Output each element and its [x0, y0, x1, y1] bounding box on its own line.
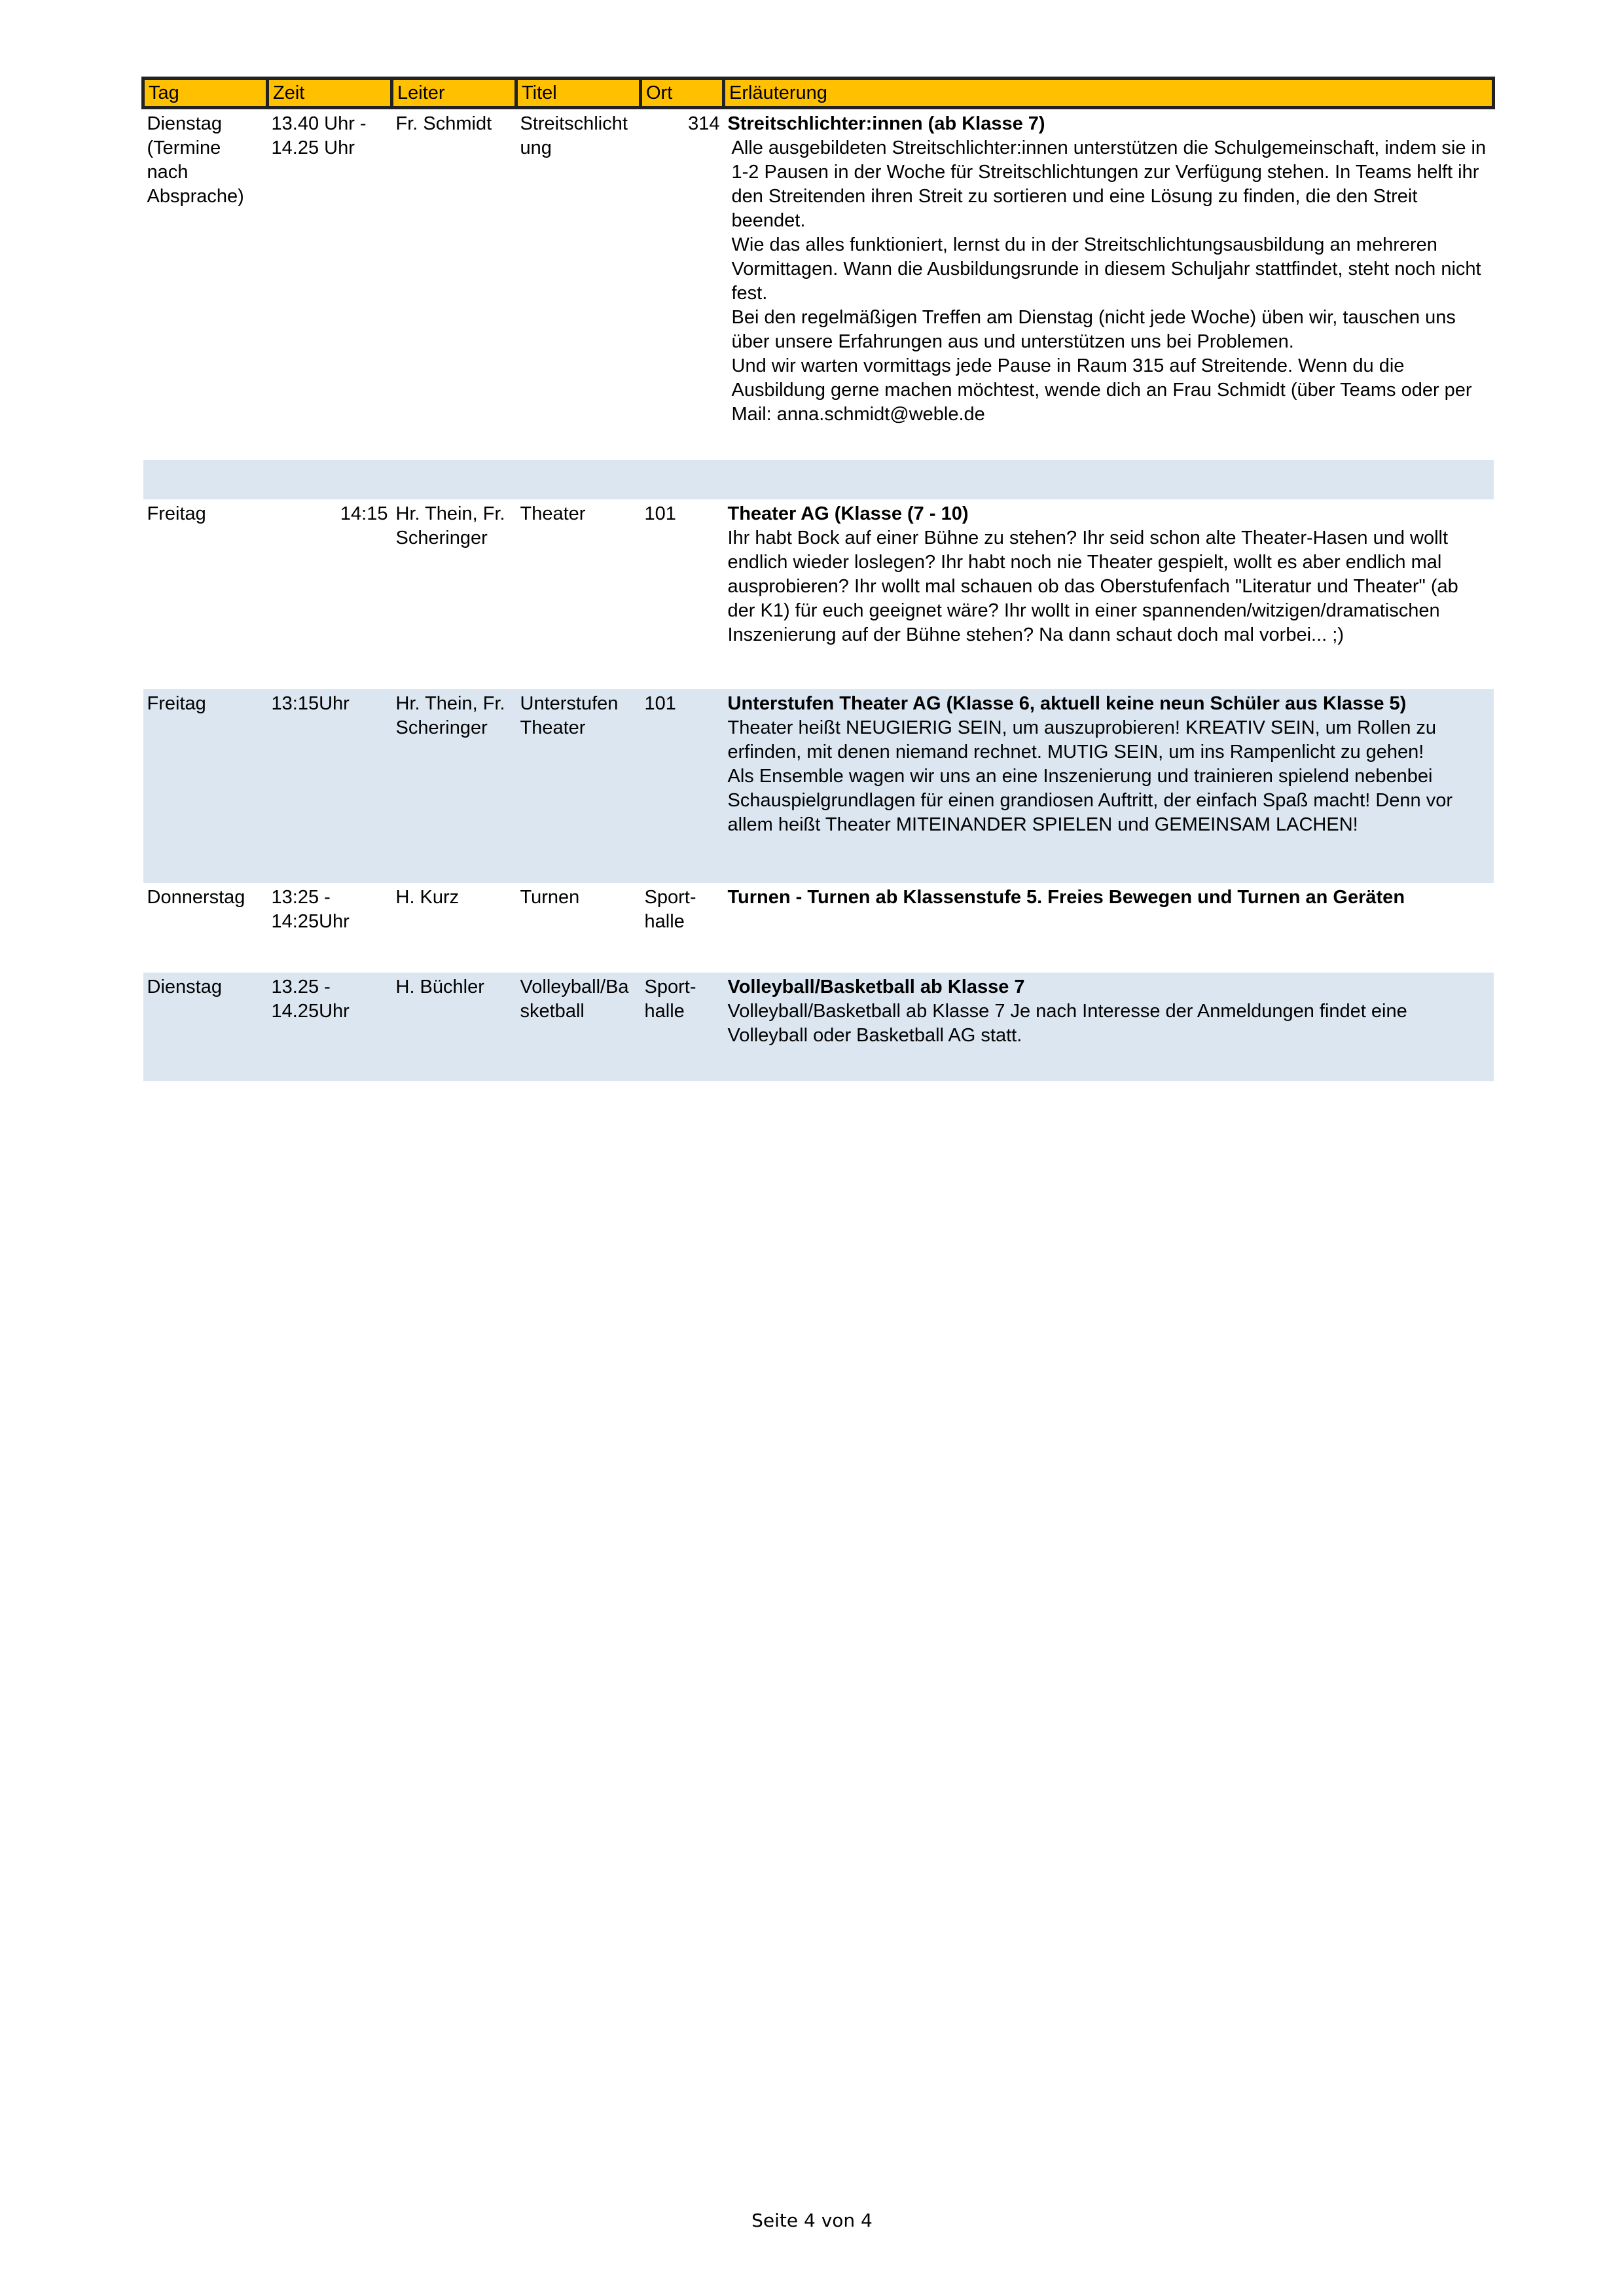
cell-ort: 314 — [688, 113, 720, 134]
cell-leiter: Hr. Thein, Fr. Scheringer — [392, 689, 516, 883]
ag-description: Bei den regelmäßigen Treffen am Dienstag (nicht jede Woche) üben wir, tauschen uns über unsere Erfahrungen aus und unterstützen uns bei Problemen. — [731, 307, 1456, 352]
ag-description: Volleyball/Basketball ab Klasse 7 Je nach Interesse der Anmeldungen findet eine Volleyball oder Basketball AG statt. — [727, 1000, 1407, 1046]
ag-title: Theater AG (Klasse (7 - 10) — [727, 503, 969, 524]
ag-description: Wie das alles funktioniert, lernst du in der Streitschlichtungsausbildung an mehreren Vormittagen. Wann die Ausbildungsrunde in diesem Schuljahr stattfindet, steht noch nicht fest. — [731, 234, 1481, 304]
table-row — [143, 689, 1494, 883]
cell-zeit: 13:15Uhr — [268, 689, 392, 883]
cell-tag: Dienstag (Termine nach Absprache) — [147, 113, 244, 207]
cell-ort: 101 — [641, 689, 724, 883]
cell-ort: Sport-halle — [641, 973, 724, 1081]
cell-erlaeuterung — [724, 689, 1494, 883]
table-header-row — [143, 79, 1494, 108]
ag-title: Volleyball/Basketball ab Klasse 7 — [727, 976, 1025, 997]
cell-titel: Theater — [520, 503, 586, 524]
header-zeit: Zeit — [268, 79, 392, 108]
cell-titel: Streitschlichtung — [520, 113, 628, 158]
cell-ort: 101 — [644, 503, 676, 524]
cell-tag: Freitag — [143, 689, 268, 883]
header-erlaeuterung: Erläuterung — [724, 79, 1494, 108]
cell-erlaeuterung — [724, 108, 1494, 460]
spacer-row — [143, 460, 1494, 499]
cell-tag: Dienstag — [143, 973, 268, 1081]
cell-erlaeuterung — [724, 973, 1494, 1081]
ag-table — [141, 77, 1495, 1081]
ag-title: Turnen - Turnen ab Klassenstufe 5. Freies Bewegen und Turnen an Geräten — [727, 886, 1405, 908]
cell-erlaeuterung — [724, 499, 1494, 689]
table-row — [143, 883, 1494, 973]
ag-description: Theater heißt NEUGIERIG SEIN, um auszuprobieren! KREATIV SEIN, um Rollen zu erfinden, mit denen niemand rechnet. MUTIG SEIN, um ins Rampenlicht zu gehen! — [727, 717, 1437, 762]
header-ort: Ort — [641, 79, 724, 108]
table-row — [143, 973, 1494, 1081]
cell-tag: Donnerstag — [147, 886, 245, 908]
cell-zeit: 13:25 - 14:25Uhr — [271, 886, 350, 932]
cell-titel: Volleyball/Basketball — [516, 973, 641, 1081]
cell-zeit: 13.25 - 14.25Uhr — [268, 973, 392, 1081]
cell-leiter: H. Büchler — [392, 973, 516, 1081]
cell-erlaeuterung — [724, 883, 1494, 973]
cell-titel: Unterstufen Theater — [516, 689, 641, 883]
cell-tag: Freitag — [147, 503, 206, 524]
cell-ort: Sport-halle — [644, 886, 696, 932]
header-leiter: Leiter — [392, 79, 516, 108]
cell-zeit: 14:15 — [340, 503, 388, 524]
cell-leiter: Fr. Schmidt — [395, 113, 492, 134]
ag-description: Ihr habt Bock auf einer Bühne zu stehen? Ihr seid schon alte Theater-Hasen und wollt endlich wieder loslegen? Ihr habt noch nie Theater gespielt, wollt es aber endlich mal ausprobieren? Ihr wollt mal schauen ob das Oberstufenfach "Literatur und Theater" (ab der K1) für euch geeignet wäre? Ihr wollt in einer spannenden/witzigen/dramatischen Inszenierung auf der Bühne stehen? Na dann schaut doch mal vorbei... ;) — [727, 527, 1458, 645]
ag-description: Und wir warten vormittags jede Pause in Raum 315 auf Streitende. Wenn du die Ausbildung gerne machen möchtest, wende dich an Frau Schmidt (über Teams oder per Mail: anna.schmidt@weble.de — [731, 355, 1472, 425]
ag-title: Streitschlichter:innen (ab Klasse 7) — [727, 113, 1045, 134]
cell-titel: Turnen — [520, 886, 580, 908]
page-footer: Seite 4 von 4 — [751, 2210, 873, 2231]
header-tag: Tag — [143, 79, 268, 108]
ag-description: Alle ausgebildeten Streitschlichter:innen unterstützen die Schulgemeinschaft, indem sie in 1-2 Pausen in der Woche für Streitschlichtungen zur Verfügung stehen. In Teams helft ihr den Streitenden ihren Streit zu sortieren und eine Lösung zu finden, die den Streit beendet. — [731, 137, 1487, 231]
ag-description: Als Ensemble wagen wir uns an eine Inszenierung und trainieren spielend nebenbei Schauspielgrundlagen für einen grandiosen Auftritt, der einfach Spaß macht! Denn vor allem heißt Theater MITEINANDER SPIELEN und GEMEINSAM LACHEN! — [727, 765, 1453, 835]
table-row — [143, 499, 1494, 689]
cell-leiter: Hr. Thein, Fr. Scheringer — [395, 503, 505, 548]
table-row — [143, 108, 1494, 460]
cell-zeit: 13.40 Uhr - 14.25 Uhr — [271, 113, 367, 158]
header-titel: Titel — [516, 79, 641, 108]
ag-title: Unterstufen Theater AG (Klasse 6, aktuell keine neun Schüler aus Klasse 5) — [727, 692, 1407, 714]
cell-leiter: H. Kurz — [395, 886, 460, 908]
